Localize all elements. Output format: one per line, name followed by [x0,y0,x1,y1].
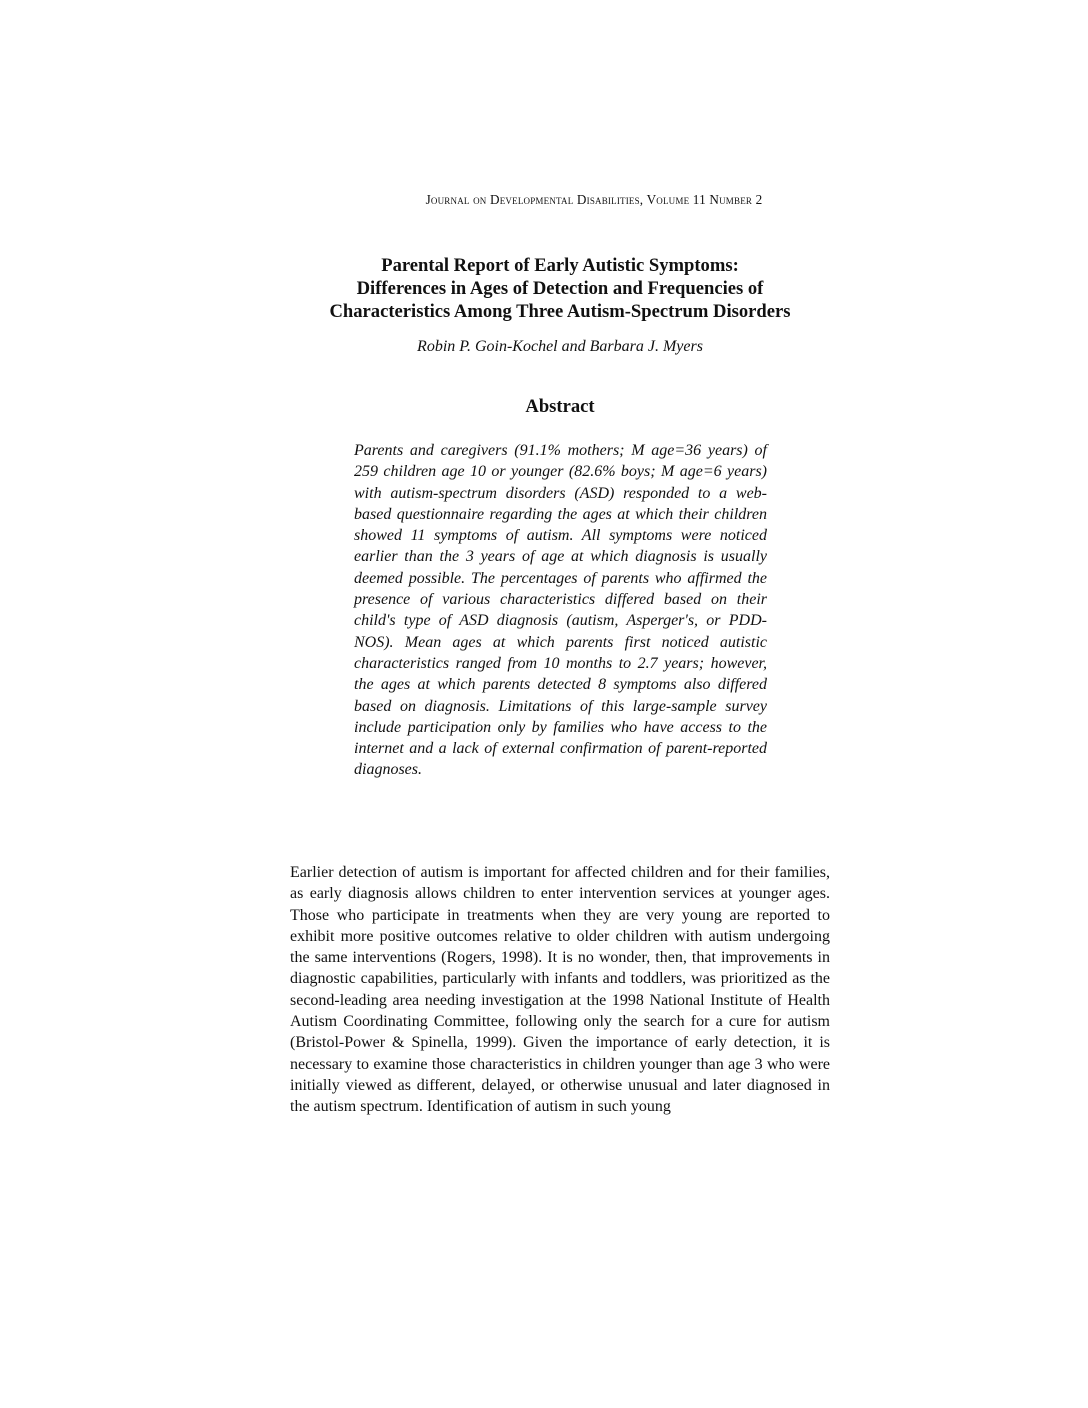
abstract-text: Parents and caregivers (91.1% mothers; M age=36 years) of 259 children age 10 or younger (82.6% boys; M age=6 years) with autism-spectrum disorders (ASD) responded to a web-based questionnaire regarding the ages at which their children showed 11 symptoms of autism. All symptoms were noticed earlier than the 3 years of age at which diagnosis is usually deemed possible. The percentages of parents who affirmed the presence of various characteristics differed based on their child's type of ASD diagnosis (autism, Asperger's, or PDD-NOS). Mean ages at which parents first noticed autistic characteristics ranged from 10 months to 2.7 years; however, the ages at which parents detected 8 symptoms also differed based on diagnosis. Limitations of this large-sample survey include participation only by families who have access to the internet and a lack of external confirmation of parent-reported diagnoses. [354,442,767,779]
body-paragraph: Earlier detection of autism is important for affected children and for their families, as early diagnosis allows children to enter intervention services at younger ages. Those who participate in treatments when they are very young are reported to exhibit more positive outcomes relative to older children with autism undergoing the same interventions (Rogers, 1998). It is no wonder, then, that improvements in diagnostic capabilities, particularly with infants and toddlers, was prioritized as the second-leading area needing investigation at the 1998 National Institute of Health Autism Coordinating Committee, following only the search for a cure for autism (Bristol-Power & Spinella, 1999). Given the importance of early detection, it is necessary to examine those characteristics in children younger than age 3 who were initially viewed as different, delayed, or otherwise unusual and later diagnosed in the autism spectrum. Identification of autism in such young [290,864,830,1116]
running-head: Journal on Developmental Disabilities, Volume 11 Number 2 [425,192,763,207]
paper-title [260,254,860,323]
title-line: Characteristics Among Three Autism-Spectrum Disorders [329,301,791,322]
abstract-heading: Abstract [525,396,595,417]
title-line: Parental Report of Early Autistic Symptoms: [381,255,739,276]
authors: Robin P. Goin-Kochel and Barbara J. Myers [417,338,703,355]
title-line: Differences in Ages of Detection and Frequencies of [356,278,764,299]
